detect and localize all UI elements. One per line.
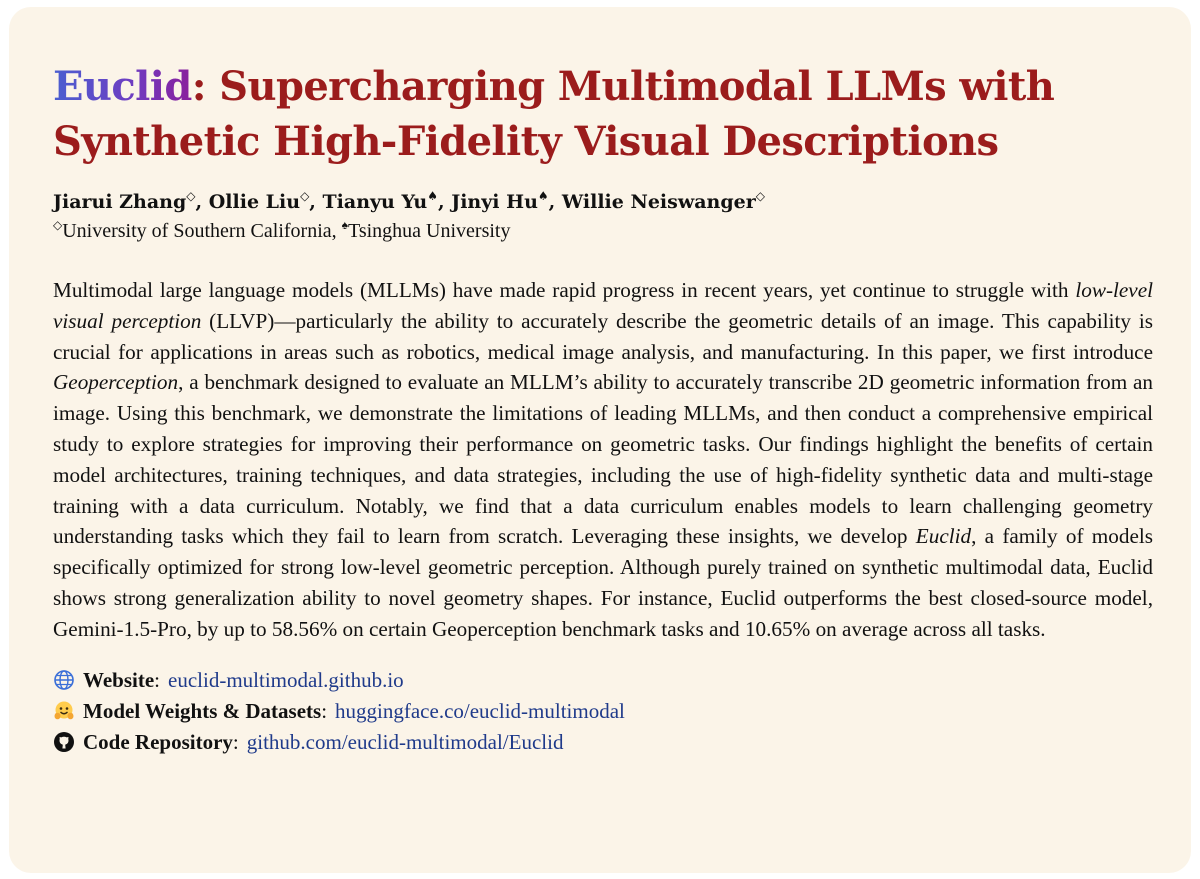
title-highlight: Euclid — [53, 63, 192, 110]
affiliation-mark: ◇ — [53, 218, 63, 232]
model-weights-link-row — [53, 696, 1157, 727]
paper-card — [9, 7, 1191, 873]
affiliation-mark: ◇ — [300, 189, 310, 203]
affiliation-mark: ♠ — [537, 189, 549, 203]
globe-icon — [53, 669, 75, 691]
author-name: Jinyi Hu — [451, 191, 538, 213]
affiliation-mark: ◇ — [755, 189, 765, 203]
website-label: Website — [83, 667, 155, 692]
label-separator: : — [321, 698, 328, 723]
author-list: Jiarui Zhang◇, Ollie Liu◇, Tianyu Yu♠, Jinyi Hu♠, Willie Neiswanger◇ — [53, 189, 765, 213]
abstract-text: (LLVP)—particularly the ability to accurately describe the geometric details of an image. This capability is crucial for applications in areas such as robotics, medical image analysis, and manufacturing. In this paper, we first introduce — [53, 308, 1154, 364]
label-separator: : — [154, 667, 161, 692]
github-icon — [53, 731, 75, 753]
github-url[interactable]: github.com/euclid-multimodal/Euclid — [246, 729, 564, 754]
title-line1-rest: : Supercharging Multimodal LLMs with — [191, 63, 1055, 110]
abstract — [53, 275, 1153, 645]
title-line2: Synthetic High-Fidelity Visual Descriptions — [53, 118, 999, 165]
abstract-text: , a family of models specifically optimized for strong low-level geometric perception. Although purely trained on synthetic multimodal data, Euclid shows strong generalization ability to novel geometry shapes. For instance, Euclid outperforms the best closed-source model, Gemini-1.5-Pro, by up to 58.56% on certain Geoperception benchmark tasks and 10.65% on average across all tasks. — [53, 524, 1153, 641]
model-weights-label: Model Weights & Datasets — [83, 698, 322, 723]
author-name: Ollie Liu — [208, 191, 301, 213]
paper-title — [53, 59, 1157, 169]
author-name: Willie Neiswanger — [561, 191, 756, 213]
abstract-emphasis: Euclid — [915, 524, 972, 549]
hugging-face-icon — [53, 700, 75, 722]
affiliation-name: University of Southern California, — [62, 220, 337, 242]
resource-links — [53, 665, 1157, 758]
affiliation-name: Tsinghua University — [348, 220, 511, 242]
author-name: Tianyu Yu — [322, 191, 428, 213]
affiliation-list — [53, 217, 1157, 245]
author-name: Jiarui Zhang — [53, 191, 187, 213]
affiliation-mark: ♠ — [341, 218, 349, 232]
abstract-text: , a benchmark designed to evaluate an MLLM’s ability to accurately transcribe 2D geometric information from an image. Using this benchmark, we demonstrate the limitations of leading MLLMs, and then conduct a comprehensive empirical study to explore strategies for improving their performance on geometric tasks. Our findings highlight the benefits of certain model architectures, training techniques, and data strategies, including the use of high-fidelity synthetic data and multi-stage training with a data curriculum. Notably, we find that a data curriculum enables models to learn challenging geometry understanding tasks which they fail to learn from scratch. Leveraging these insights, we develop — [53, 370, 1153, 549]
abstract-emphasis: low-level visual perception — [53, 278, 1153, 333]
label-separator: : — [232, 729, 239, 754]
abstract-emphasis: Geoperception — [53, 370, 179, 395]
abstract-text: Multimodal large language models (MLLMs) have made rapid progress in recent years, yet continue to struggle with — [53, 278, 1076, 302]
code-repository-link-row — [53, 727, 1157, 758]
affiliation-mark: ♠ — [427, 189, 438, 203]
code-repository-label: Code Repository — [83, 729, 233, 754]
affiliation-mark: ◇ — [186, 189, 196, 203]
website-link-row — [53, 665, 1157, 696]
huggingface-url[interactable]: huggingface.co/euclid-multimodal — [335, 698, 625, 723]
website-url[interactable]: euclid-multimodal.github.io — [168, 667, 404, 692]
